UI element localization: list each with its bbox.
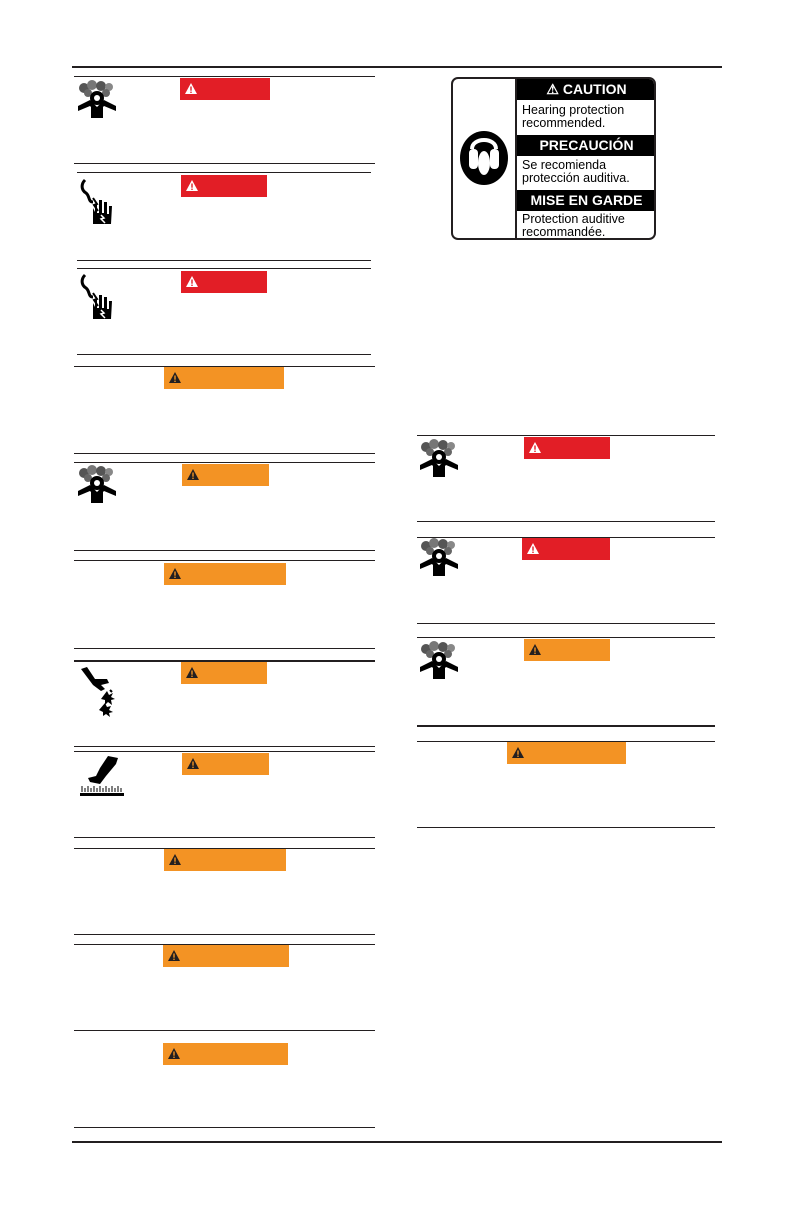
warning-triangle-icon <box>511 746 525 759</box>
sign-header-mise-en-garde <box>517 190 656 211</box>
sign-pictogram-panel <box>453 79 517 238</box>
sign-text-spanish: Se recomienda protección auditiva. <box>522 158 630 185</box>
electric-shock-hand-icon <box>79 178 117 230</box>
section-rule <box>74 163 375 164</box>
section-rule <box>77 260 371 261</box>
warning-triangle-icon <box>186 757 200 770</box>
sign-text-french: Protection auditive recommandée. <box>522 212 625 239</box>
respiratory-hazard-icon <box>418 641 460 679</box>
section-rule <box>74 837 375 838</box>
warning-badge <box>181 662 267 684</box>
hearing-protection-sign <box>451 77 656 240</box>
warning-badge <box>164 849 286 871</box>
sign-header-text: PRECAUCIÓN <box>539 137 634 153</box>
flying-debris-hand-icon <box>79 665 123 717</box>
sign-text-english: Hearing protection recommended. <box>522 103 625 130</box>
hearing-protection-icon <box>458 129 510 187</box>
sign-header-caution <box>517 79 656 100</box>
danger-badge <box>180 78 270 100</box>
warning-triangle-icon <box>184 82 198 95</box>
warning-badge <box>524 639 610 661</box>
section-rule <box>417 827 715 828</box>
hot-surface-hand-icon <box>78 754 126 798</box>
warning-triangle-icon <box>186 468 200 481</box>
warning-triangle-icon <box>528 441 542 454</box>
section-rule <box>417 623 715 624</box>
section-rule <box>74 560 375 561</box>
section-rule <box>74 550 375 551</box>
respiratory-hazard-icon <box>418 438 460 478</box>
sign-header-precaucion <box>517 135 656 156</box>
sign-header-text: CAUTION <box>562 81 627 97</box>
respiratory-hazard-icon <box>76 465 118 503</box>
section-rule <box>74 751 375 752</box>
section-rule <box>74 1127 375 1128</box>
section-rule <box>417 725 715 727</box>
section-rule <box>74 76 375 77</box>
warning-badge <box>163 945 289 967</box>
warning-triangle-icon <box>526 542 540 555</box>
section-rule <box>417 521 715 522</box>
warning-triangle-icon <box>168 567 182 580</box>
warning-triangle-icon <box>168 853 182 866</box>
respiratory-hazard-icon <box>76 80 118 118</box>
danger-badge <box>524 437 610 459</box>
section-rule <box>74 934 375 935</box>
danger-badge <box>181 175 267 197</box>
warning-badge <box>163 1043 288 1065</box>
danger-badge <box>181 271 267 293</box>
warning-badge <box>164 563 286 585</box>
section-rule <box>74 453 375 454</box>
warning-triangle-icon <box>185 666 199 679</box>
section-rule <box>74 1030 375 1031</box>
section-rule <box>417 637 715 638</box>
section-rule <box>417 435 715 436</box>
warning-triangle-icon <box>528 643 542 656</box>
warning-badge <box>507 742 626 764</box>
warning-badge <box>182 753 269 775</box>
danger-badge <box>522 538 610 560</box>
section-rule <box>74 648 375 649</box>
electric-shock-hand-icon <box>79 273 117 325</box>
section-rule <box>74 462 375 463</box>
warning-triangle-icon <box>167 1047 181 1060</box>
warning-triangle-icon <box>185 179 199 192</box>
header-rule <box>72 66 722 68</box>
section-rule <box>74 746 375 747</box>
respiratory-hazard-icon <box>418 538 460 576</box>
sign-header-text: MISE EN GARDE <box>530 192 643 208</box>
section-rule <box>77 268 371 269</box>
warning-triangle-icon <box>168 371 182 384</box>
section-rule <box>77 172 371 173</box>
warning-triangle-icon <box>167 949 181 962</box>
warning-badge <box>182 464 269 486</box>
footer-rule <box>72 1141 722 1143</box>
warning-triangle-icon: ⚠ <box>546 81 563 97</box>
warning-triangle-icon <box>185 275 199 288</box>
warning-badge <box>164 367 284 389</box>
section-rule <box>77 354 371 355</box>
